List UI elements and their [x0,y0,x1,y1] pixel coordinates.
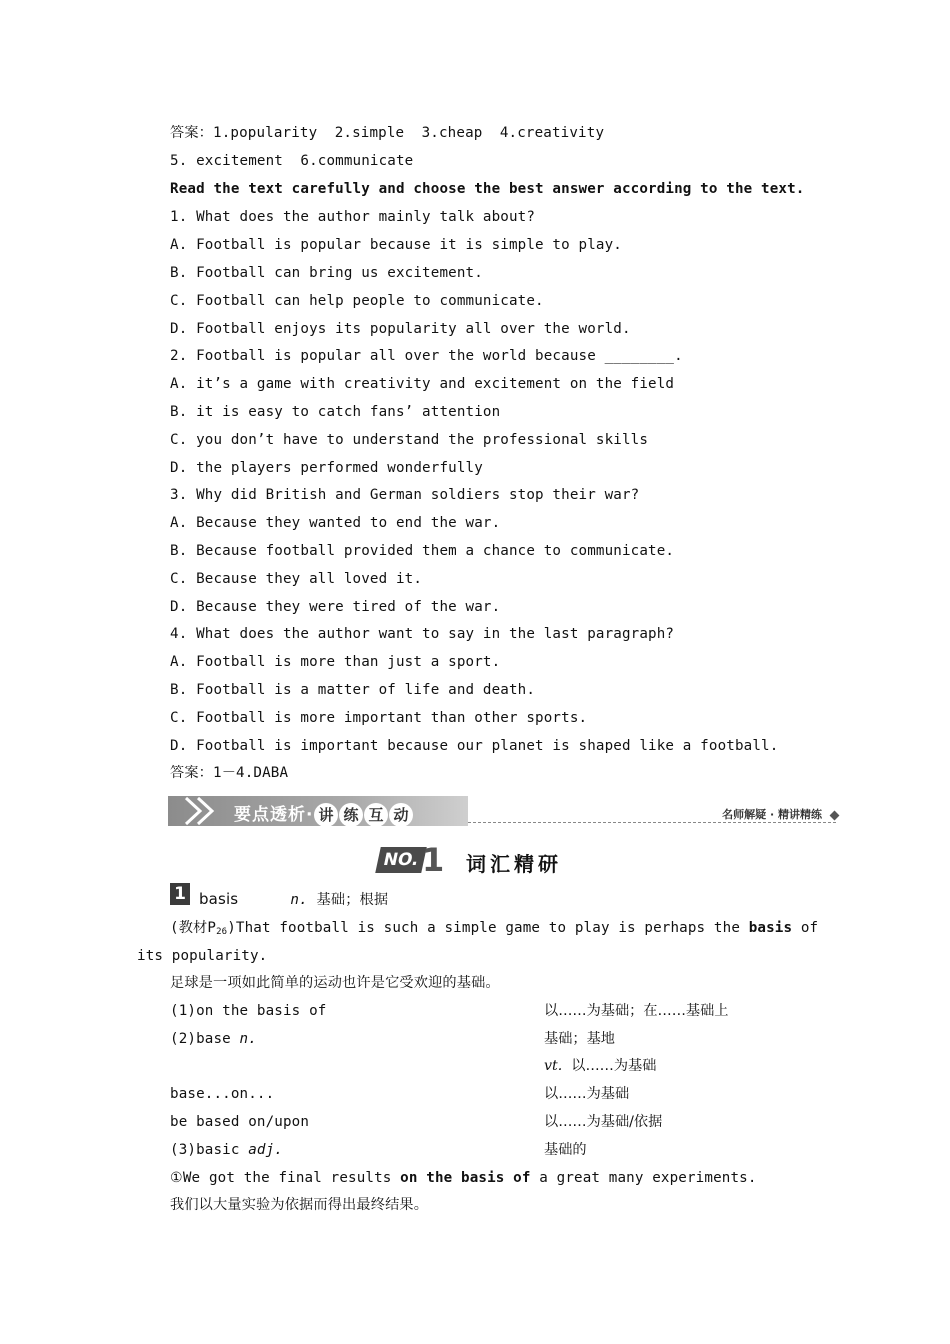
q3-option-c: C. Because they all loved it. [170,571,423,587]
example-1-keyword: on the basis of [400,1170,531,1186]
section-title: 词汇精研 [466,852,562,876]
q4-option-d: D. Football is important because our planet is shaped like a football. [170,738,779,754]
entry-translation: 足球是一项如此简单的运动也许是它受欢迎的基础。 [170,975,500,991]
banner-bar [168,796,468,826]
phrase-6-word: (3)basic [170,1142,249,1158]
q1-option-d: D. Football enjoys its popularity all over the world. [170,321,631,337]
example-text-b: of [792,920,819,936]
q3-option-d: D. Because they were tired of the war. [170,599,501,615]
phrase-3-meaning: 以……为基础 [562,1058,657,1074]
example-text-a: )That football is such a simple game to play is perhaps the [227,920,749,936]
phrase-4-cn: 以……为基础 [544,1086,630,1102]
q4-option-c: C. Football is more important than other sports. [170,710,588,726]
banner-pill-1: 讲 [314,803,338,827]
phrase-2-en [170,1029,257,1049]
phrase-6-pos: adj. [248,1142,284,1158]
entry-meaning: 基础；根据 [316,892,389,908]
q1-option-b: B. Football can bring us excitement. [170,265,483,281]
question-4: 4. What does the author want to say in the last paragraph? [170,626,675,642]
question-2: 2. Football is popular all over the world because ________. [170,348,683,364]
answer-line-1: 答案：1.popularity 2.simple 3.cheap 4.creativity [170,125,605,141]
example-source: (教材P [170,920,217,936]
q2-option-b: B. it is easy to catch fans’ attention [170,404,501,420]
phrase-3-pos: vt. [544,1058,563,1074]
entry-example [170,918,818,942]
entry-example-continued: its popularity. [137,948,268,964]
diamond-icon [830,811,840,821]
example-source-page: 26 [216,927,228,937]
phrase-1-en: (1)on the basis of [170,1003,327,1019]
section-number-value: 1 [422,841,445,879]
banner-pill-2: 练 [339,803,363,827]
example-1-text-b: a great many experiments. [530,1170,757,1186]
phrase-5-en: be based on/upon [170,1114,310,1130]
q2-option-d: D. the players performed wonderfully [170,460,483,476]
q1-option-c: C. Football can help people to communicate. [170,293,544,309]
answer-line-2: 5. excitement 6.communicate [170,153,414,169]
phrase-2-cn: 基础；基地 [544,1031,615,1047]
question-1: 1. What does the author mainly talk about? [170,209,536,225]
section-banner [168,796,840,828]
example-sentence-1-translation: 我们以大量实验为依据而得出最终结果。 [170,1197,429,1213]
answer-line-3: 答案：1－4.DABA [170,765,289,781]
instruction: Read the text carefully and choose the best answer according to the text. [170,181,805,197]
banner-dashed-rule [468,822,836,823]
q3-option-b: B. Because football provided them a chance to communicate. [170,543,675,559]
example-keyword: basis [748,920,793,936]
banner-pill-3: 互 [364,803,388,827]
section-number-label: NO. [375,847,427,873]
phrase-1-cn: 以……为基础；在……基础上 [544,1003,729,1019]
banner-title-text: 要点透析· [234,805,314,825]
phrase-2-pos: n. [239,1031,257,1047]
q2-option-c: C. you don’t have to understand the professional skills [170,432,649,448]
q1-option-a: A. Football is popular because it is simple to play. [170,237,622,253]
example-1-text-a: ①We got the final results [170,1170,401,1186]
q2-option-a: A. it’s a game with creativity and excitement on the field [170,376,675,392]
double-chevron-icon [172,796,232,826]
example-sentence-1 [170,1168,757,1188]
entry-headword: basis [199,890,239,908]
phrase-5-cn: 以……为基础/依据 [544,1114,663,1130]
section-number [378,841,445,879]
question-3: 3. Why did British and German soldiers stop their war? [170,487,640,503]
phrase-3-cn [544,1056,656,1076]
q4-option-b: B. Football is a matter of life and death. [170,682,536,698]
entry-pos: n. [290,892,308,908]
q4-option-a: A. Football is more than just a sport. [170,654,501,670]
entry-headword-line [199,889,388,910]
phrase-6-cn: 基础的 [544,1142,587,1158]
phrase-6-en [170,1140,283,1160]
banner-right-caption: 名师解疑 · 精讲精练 [722,808,822,821]
phrase-4-en: base...on... [170,1086,275,1102]
phrase-2-word: (2)base [170,1031,240,1047]
q3-option-a: A. Because they wanted to end the war. [170,515,501,531]
entry-number-badge: 1 [170,883,190,905]
banner-title [234,800,413,827]
banner-pill-4: 动 [389,803,413,827]
